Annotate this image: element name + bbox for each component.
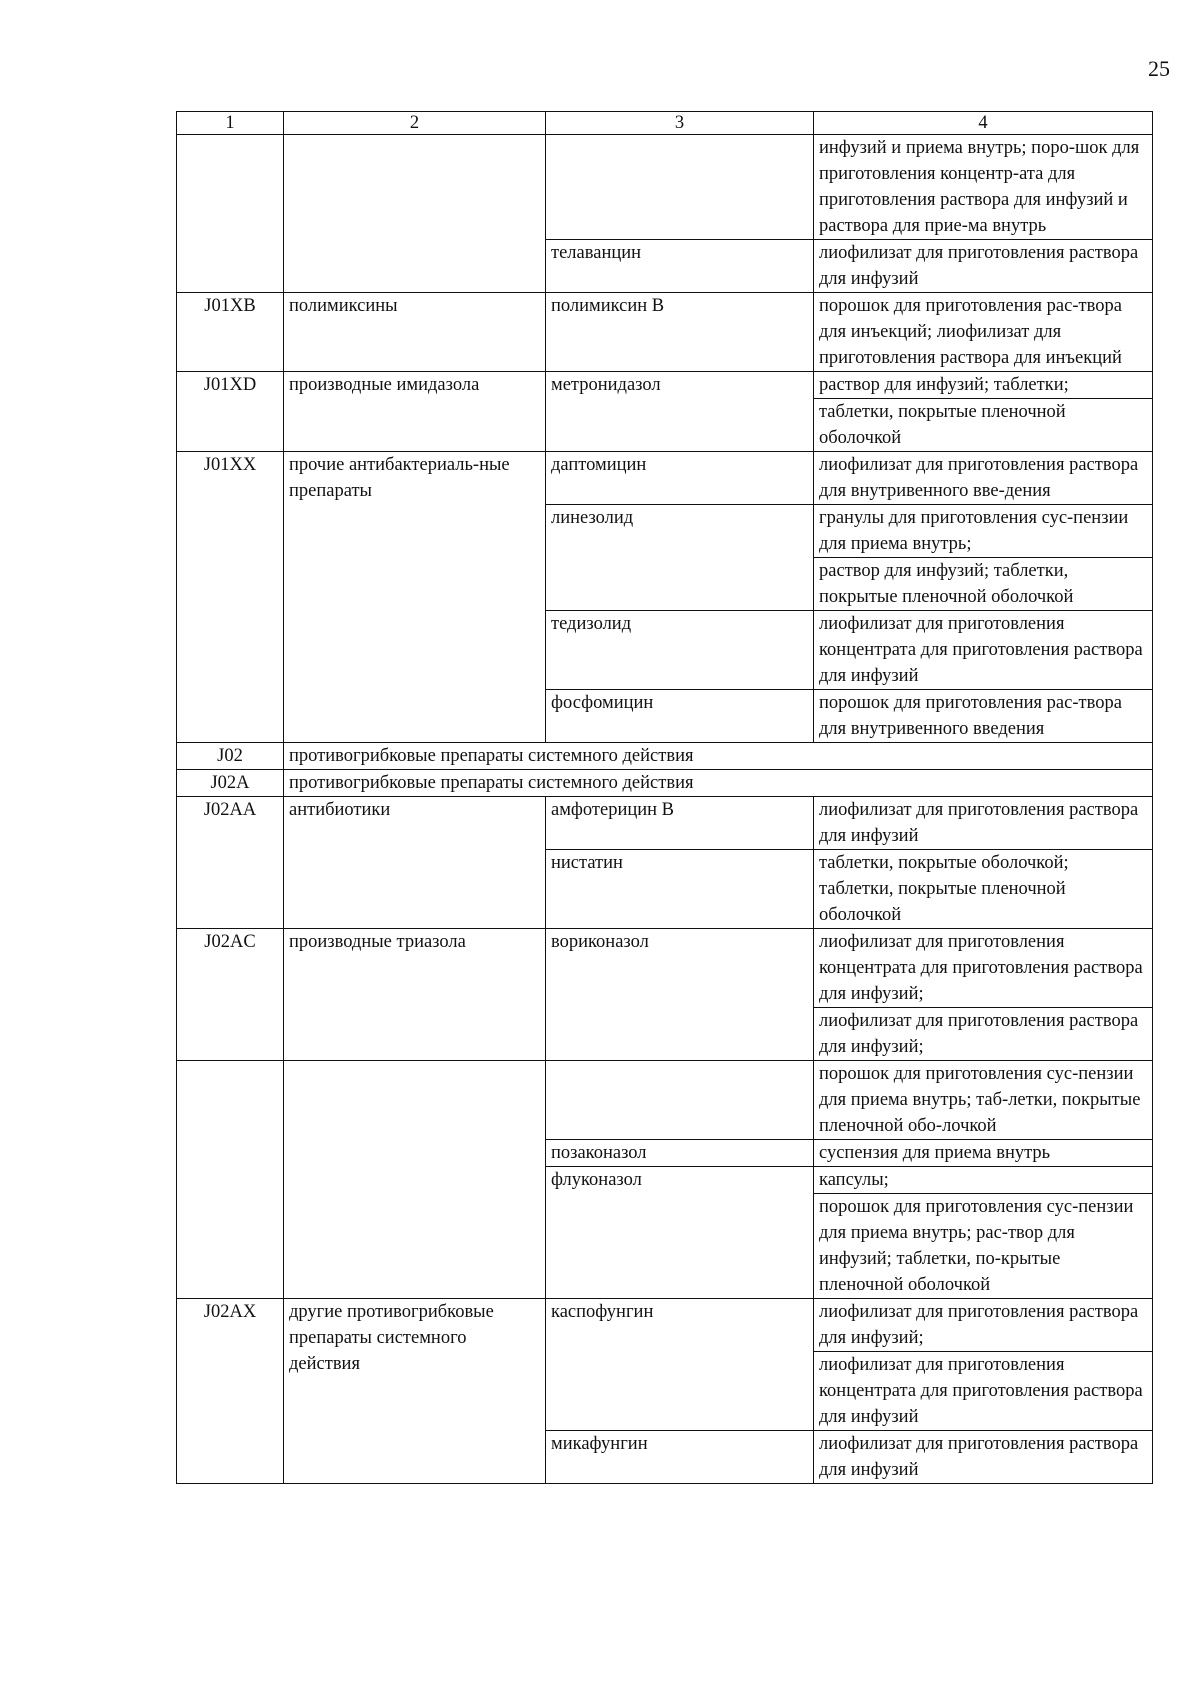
group-cell: другие противогрибковые препараты системного действия xyxy=(284,1299,546,1484)
column-header: 2 xyxy=(284,112,546,135)
dosage-form-cell xyxy=(814,1431,1153,1484)
dosage-form: порошок для приготовления сус-пензии для приема внутрь; рас-твор для инфузий; таблетки, по-крытые пленочной оболочкой xyxy=(814,1193,1152,1298)
drug-cell: микафунгин xyxy=(546,1431,814,1484)
table-row xyxy=(177,1061,1153,1140)
dosage-form-cell xyxy=(814,372,1153,452)
group-cell xyxy=(284,1061,546,1299)
dosage-form: гранулы для приготовления сус-пензии для приема внутрь; xyxy=(819,508,1129,554)
drug-cell xyxy=(546,135,814,240)
group-cell: противогрибковые препараты системного действия xyxy=(284,743,1153,770)
table-row xyxy=(177,929,1153,1061)
dosage-form: лиофилизат для приготовления раствора для инфузий; xyxy=(814,1007,1152,1060)
table-row xyxy=(177,135,1153,240)
drug-cell: вориконазол xyxy=(546,929,814,1061)
table-row xyxy=(177,770,1153,797)
drug-cell: каспофунгин xyxy=(546,1299,814,1431)
dosage-form-cell xyxy=(814,1061,1153,1140)
group-cell: прочие антибактериаль-ные препараты xyxy=(284,452,546,743)
group-cell: производные триазола xyxy=(284,929,546,1061)
drug-cell: линезолид xyxy=(546,505,814,611)
dosage-form-cell xyxy=(814,611,1153,690)
dosage-form: таблетки, покрытые пленочной оболочкой xyxy=(814,398,1152,451)
drug-cell: даптомицин xyxy=(546,452,814,505)
dosage-form-cell xyxy=(814,797,1153,850)
table-row xyxy=(177,293,1153,372)
table-row xyxy=(177,372,1153,452)
dosage-form: лиофилизат для приготовления концентрата для приготовления раствора для инфузий xyxy=(814,1351,1152,1430)
dosage-form: раствор для инфузий; таблетки; xyxy=(819,375,1069,395)
dosage-form: таблетки, покрытые оболочкой; таблетки, покрытые пленочной оболочкой xyxy=(819,853,1069,925)
table-row xyxy=(177,797,1153,850)
group-cell: антибиотики xyxy=(284,797,546,929)
drug-cell: нистатин xyxy=(546,850,814,929)
atc-code-cell: J02 xyxy=(177,743,284,770)
drug-cell: амфотерицин В xyxy=(546,797,814,850)
dosage-form: порошок для приготовления рас-твора для внутривенного введения xyxy=(819,693,1122,739)
table-row xyxy=(177,452,1153,505)
atc-code-cell: J02AC xyxy=(177,929,284,1061)
group-cell: противогрибковые препараты системного действия xyxy=(284,770,1153,797)
drug-cell: телаванцин xyxy=(546,240,814,293)
dosage-form-cell xyxy=(814,929,1153,1061)
dosage-form-cell xyxy=(814,1140,1153,1167)
atc-code-cell: J02A xyxy=(177,770,284,797)
dosage-form-cell xyxy=(814,1167,1153,1299)
dosage-form-cell xyxy=(814,452,1153,505)
dosage-form-cell xyxy=(814,850,1153,929)
dosage-form: инфузий и приема внутрь; поро-шок для приготовления концентр-ата для приготовления раствора для инфузий и раствора для прие-ма внутрь xyxy=(819,138,1140,236)
dosage-form: раствор для инфузий; таблетки, покрытые пленочной оболочкой xyxy=(814,557,1152,610)
atc-code-cell: J01XX xyxy=(177,452,284,743)
table-header-row xyxy=(177,112,1153,135)
group-cell: полимиксины xyxy=(284,293,546,372)
atc-code-cell: J01XD xyxy=(177,372,284,452)
column-header: 3 xyxy=(546,112,814,135)
drug-cell xyxy=(546,1061,814,1140)
atc-code-cell: J01XB xyxy=(177,293,284,372)
drug-cell: метронидазол xyxy=(546,372,814,452)
column-header: 4 xyxy=(814,112,1153,135)
medications-table xyxy=(176,111,1153,1484)
drug-cell: позаконазол xyxy=(546,1140,814,1167)
dosage-form: лиофилизат для приготовления раствора для инфузий; xyxy=(819,1302,1139,1348)
column-header: 1 xyxy=(177,112,284,135)
dosage-form: лиофилизат для приготовления раствора для инфузий xyxy=(819,243,1139,289)
dosage-form-cell xyxy=(814,1299,1153,1431)
dosage-form-cell xyxy=(814,135,1153,240)
dosage-form-cell xyxy=(814,505,1153,611)
dosage-form: лиофилизат для приготовления концентрата для приготовления раствора для инфузий; xyxy=(819,932,1143,1004)
dosage-form: порошок для приготовления сус-пензии для приема внутрь; таб-летки, покрытые пленочной обо-лочкой xyxy=(819,1064,1141,1136)
dosage-form-cell xyxy=(814,240,1153,293)
drug-cell: флуконазол xyxy=(546,1167,814,1299)
dosage-form: капсулы; xyxy=(819,1170,889,1190)
dosage-form: лиофилизат для приготовления раствора для внутривенного вве-дения xyxy=(819,455,1139,501)
dosage-form-cell xyxy=(814,690,1153,743)
page-number: 25 xyxy=(1148,56,1170,81)
dosage-form: лиофилизат для приготовления концентрата для приготовления раствора для инфузий xyxy=(819,614,1143,686)
dosage-form: порошок для приготовления рас-твора для инъекций; лиофилизат для приготовления раствора для инъекций xyxy=(819,296,1122,368)
atc-code-cell xyxy=(177,135,284,293)
drug-cell: полимиксин В xyxy=(546,293,814,372)
drug-cell: фосфомицин xyxy=(546,690,814,743)
group-cell xyxy=(284,135,546,293)
atc-code-cell: J02AX xyxy=(177,1299,284,1484)
table-row xyxy=(177,743,1153,770)
table-row xyxy=(177,1299,1153,1431)
atc-code-cell xyxy=(177,1061,284,1299)
dosage-form: суспензия для приема внутрь xyxy=(819,1143,1051,1163)
dosage-form: лиофилизат для приготовления раствора для инфузий xyxy=(819,1434,1139,1480)
atc-code-cell: J02AA xyxy=(177,797,284,929)
dosage-form-cell xyxy=(814,293,1153,372)
dosage-form: лиофилизат для приготовления раствора для инфузий xyxy=(819,800,1139,846)
group-cell: производные имидазола xyxy=(284,372,546,452)
drug-cell: тедизолид xyxy=(546,611,814,690)
